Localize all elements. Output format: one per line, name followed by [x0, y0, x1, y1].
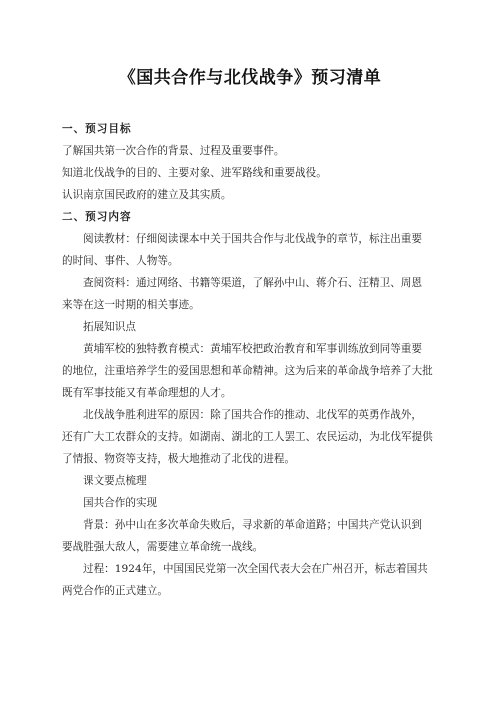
document-body [62, 118, 442, 602]
paragraph-line: 北伐战争胜利进军的原因：除了国共合作的推动、北伐军的英勇作战外， [83, 409, 422, 421]
paragraph-line: 知道北伐战争的目的、主要对象、进军路线和重要战役。 [62, 167, 327, 179]
paragraph-line: 的时间、事件、人物等。 [62, 255, 179, 267]
paragraph-line: 来等在这一时期的相关事迹。 [62, 299, 200, 311]
paragraph-line: 课文要点梳理 [83, 475, 147, 487]
paragraph-line: 要战胜强大敌人，需要建立革命统一战线。 [62, 541, 264, 553]
paragraph-line: 过程：1924年，中国国民党第一次全国代表大会在广州召开，标志着国共 [83, 563, 428, 575]
paragraph-line: 查阅资料：通过网络、书籍等渠道，了解孙中山、蒋介石、汪精卫、周恩 [83, 277, 422, 289]
paragraph-line: 黄埔军校的独特教育模式：黄埔军校把政治教育和军事训练放到同等重要 [83, 343, 422, 355]
section-heading: 二、预习内容 [62, 211, 132, 223]
paragraph-line: 的地位，注重培养学生的爱国思想和革命精神。这为后来的革命战争培养了大批 [62, 365, 433, 377]
paragraph-line: 拓展知识点 [83, 321, 136, 333]
paragraph-line: 阅读教材：仔细阅读课本中关于国共合作与北伐战争的章节，标注出重要 [83, 233, 422, 245]
paragraph-line: 了解国共第一次合作的背景、过程及重要事件。 [62, 145, 285, 157]
paragraph-line: 还有广大工农群众的支持。如湖南、湖北的工人罢工、农民运动，为北伐军提供 [62, 431, 433, 443]
paragraph-line: 了情报、物资等支持，极大地推动了北伐的进程。 [62, 453, 296, 465]
paragraph-line: 两党合作的正式建立。 [62, 585, 168, 597]
paragraph-line: 既有军事技能又有革命理想的人才。 [62, 387, 232, 399]
section-heading: 一、预习目标 [62, 123, 132, 135]
document-title: 《国共合作与北伐战争》预习清单 [118, 68, 382, 88]
paragraph-line: 国共合作的实现 [83, 497, 158, 509]
paragraph-line: 背景：孙中山在多次革命失败后，寻求新的革命道路；中国共产党认识到 [83, 519, 422, 531]
paragraph-line: 认识南京国民政府的建立及其实质。 [62, 189, 232, 201]
